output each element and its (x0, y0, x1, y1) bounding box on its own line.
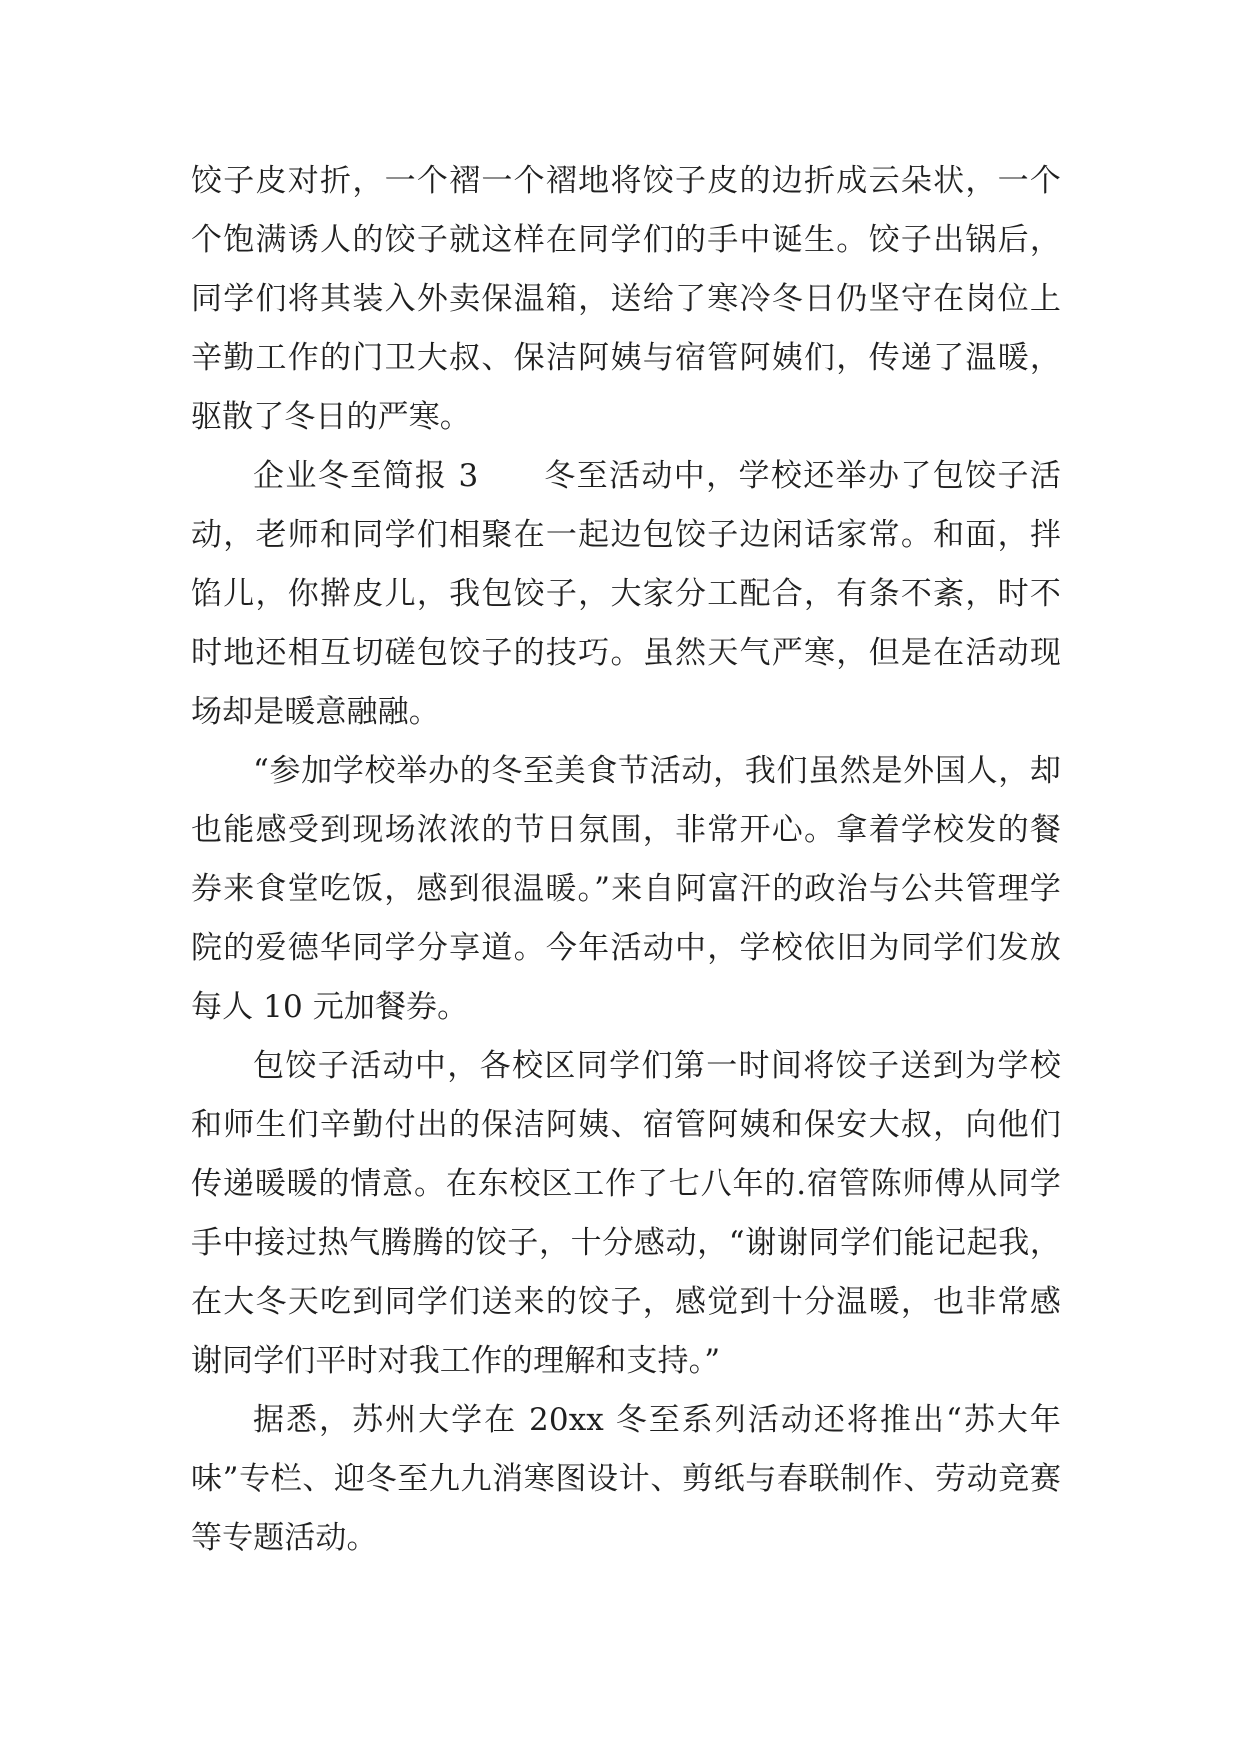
paragraph-3: “参加学校举办的冬至美食节活动，我们虽然是外国人，却也能感受到现场浓浓的节日氛围，非常开心。拿着学校发的餐券来食堂吃饭，感到很温暖。”来自阿富汗的政治与公共管理学院的爱德华同学分享道。今年活动中，学校依旧为同学们发放每人 10 元加餐券。 (191, 753, 1061, 1025)
paragraph-4: 包饺子活动中，各校区同学们第一时间将饺子送到为学校和师生们辛勤付出的保洁阿姨、宿管阿姨和保安大叔，向他们传递暖暖的情意。在东校区工作了七八年的.宿管陈师傅从同学手中接过热气腾腾的饺子，十分感动，“谢谢同学们能记起我，在大冬天吃到同学们送来的饺子，感觉到十分温暖，也非常感谢同学们平时对我工作的理解和支持。” (191, 1048, 1061, 1379)
document-body (191, 152, 1061, 1568)
paragraph-5: 据悉，苏州大学在 20xx 冬至系列活动还将推出“苏大年味”专栏、迎冬至九九消寒图设计、剪纸与春联制作、劳动竞赛等专题活动。 (191, 1402, 1061, 1556)
paragraph-2: 企业冬至简报 3 冬至活动中，学校还举办了包饺子活动，老师和同学们相聚在一起边包饺子边闲话家常。和面，拌馅儿，你擀皮儿，我包饺子，大家分工配合，有条不紊，时不时地还相互切磋包饺子的技巧。虽然天气严寒，但是在活动现场却是暖意融融。 (191, 458, 1061, 730)
paragraph-1: 饺子皮对折，一个褶一个褶地将饺子皮的边折成云朵状，一个个饱满诱人的饺子就这样在同学们的手中诞生。饺子出锅后，同学们将其装入外卖保温箱，送给了寒冷冬日仍坚守在岗位上辛勤工作的门卫大叔、保洁阿姨与宿管阿姨们，传递了温暖，驱散了冬日的严寒。 (191, 163, 1061, 435)
